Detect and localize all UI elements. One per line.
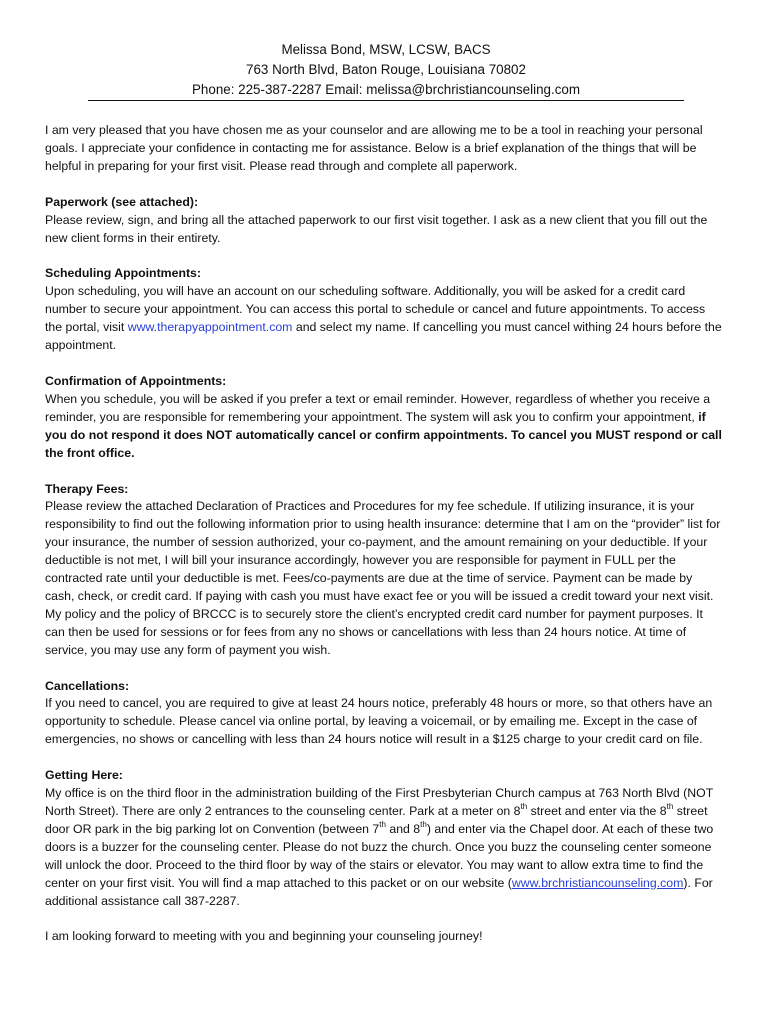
cancellations-text: If you need to cancel, you are required to give at least 24 hours notice, preferably 48 hours or more, so that others have an opportunity to schedule. Please cancel via online portal, by leaving a voicemail, or by emailing me. Except in the case of emergencies, no shows or cancelling with less than 24 hours notice will result in a $125 charge to your credit card on file.	[45, 696, 713, 747]
scheduling-text: Upon scheduling, you will have an account on our scheduling software. Additionally, you will be asked for a credit card number to secure your appointment. You can access this portal to schedule or cancel and future appointments. To access the portal, visit	[45, 284, 706, 335]
directions-text-1: My office is on the third floor in the administration building of the First Presbyterian Church campus at 763 North Blvd (NOT North Street). There are only 2 entrances to the counseling center. Park at a meter on 8	[45, 786, 713, 818]
header-divider	[88, 100, 684, 101]
paperwork-section	[45, 194, 725, 248]
confirmation-warning: if you do not respond it does NOT automatically cancel or confirm appointments. To cancel you MUST respond or call the front office.	[45, 409, 722, 460]
fees-text: Please review the attached Declaration of Practices and Procedures for my fee schedule. If utilizing insurance, it is your responsibility to find out the following information prior to using health insurance: determine that I am on the “provider” list for your insurance, the number of session authorized, your co-payment, and the amount remaining on your deductible. If your deductible is not met, I will bill your insurance accordingly, however you are responsible for payment in FULL per the contracted rate until your deductible is met. Fees/co-payments are due at the time of service. Payment can be made by cash, check, or credit card. If paying with cash you must have exact fee or you will be issued a credit toward your next visit. My policy and the policy of BRCCC is to securely store the client’s encrypted credit card number for payment purposes. It can then be used for sessions or for fees from any no shows or cancellations with less than 24 hours notice. At time of service, you may use any form of payment you wish.	[45, 499, 721, 657]
letterhead	[88, 40, 684, 100]
counselor-name: Melissa Bond, MSW, LCSW, BACS	[281, 42, 491, 57]
paperwork-heading: Paperwork (see attached):	[45, 194, 199, 209]
cancellations-section	[45, 678, 725, 750]
confirmation-section	[45, 373, 725, 463]
directions-text-5: ) and enter via the Chapel door. At each of these two doors is a buzzer for the counseling center. Please do not buzz the church. Once you buzz the counseling center someone will unlock the door. Proceed to the third floor by way of the stairs or elevator. You may want to allow extra time to find the center on your first visit. You will find a map attached to this packet or on our website (	[45, 821, 714, 890]
getting-here-section	[45, 767, 725, 910]
paperwork-text: Please review, sign, and bring all the attached paperwork to our first visit together. I ask as a new client that you fill out the new client forms in their entirety.	[45, 212, 708, 245]
therapy-portal-link[interactable]: www.therapyappointment.com	[127, 320, 293, 335]
confirmation-heading: Confirmation of Appointments:	[45, 373, 227, 388]
fees-section	[45, 481, 725, 660]
intro-paragraph: I am very pleased that you have chosen me as your counselor and are allowing me to be a tool in reaching your personal goals. I appreciate your confidence in contacting me for assistance. Below is a brief explanation of the things that will be helpful in preparing for your first visit. Please read through and complete all paperwork.	[45, 123, 703, 173]
getting-here-heading: Getting Here:	[45, 768, 123, 783]
cancellations-heading: Cancellations:	[45, 678, 130, 693]
directions-text-4: and 8	[385, 821, 421, 836]
ordinal-suffix: th	[666, 801, 674, 811]
scheduling-text-end: and select my name. If cancelling you must cancel withing 24 hours before the appointment.	[45, 320, 722, 353]
contact-info: Phone: 225-387-2287 Email: melissa@brchristiancounseling.com	[192, 82, 580, 97]
ordinal-suffix: th	[379, 819, 386, 829]
ordinal-suffix: th	[420, 819, 427, 829]
scheduling-heading: Scheduling Appointments:	[45, 266, 201, 281]
office-address: 763 North Blvd, Baton Rouge, Louisiana 70802	[246, 62, 526, 77]
fees-heading: Therapy Fees:	[45, 481, 129, 496]
closing-paragraph: I am looking forward to meeting with you and beginning your counseling journey!	[45, 929, 483, 944]
ordinal-suffix: th	[520, 801, 528, 811]
website-link[interactable]: www.brchristiancounseling.com	[511, 875, 684, 890]
directions-text-3: street door OR park in the big parking lot on Convention (between 7	[45, 804, 708, 836]
scheduling-section	[45, 265, 725, 355]
document-body	[45, 122, 725, 964]
confirmation-text: When you schedule, you will be asked if you prefer a text or email reminder. However, regardless of whether you receive a reminder, you are responsible for remembering your appointment. The system will ask you to confirm your appointment,	[45, 391, 711, 424]
directions-text-6: ). For additional assistance call 387-2287.	[45, 875, 713, 908]
directions-text-2: street and enter via the 8	[527, 804, 667, 818]
